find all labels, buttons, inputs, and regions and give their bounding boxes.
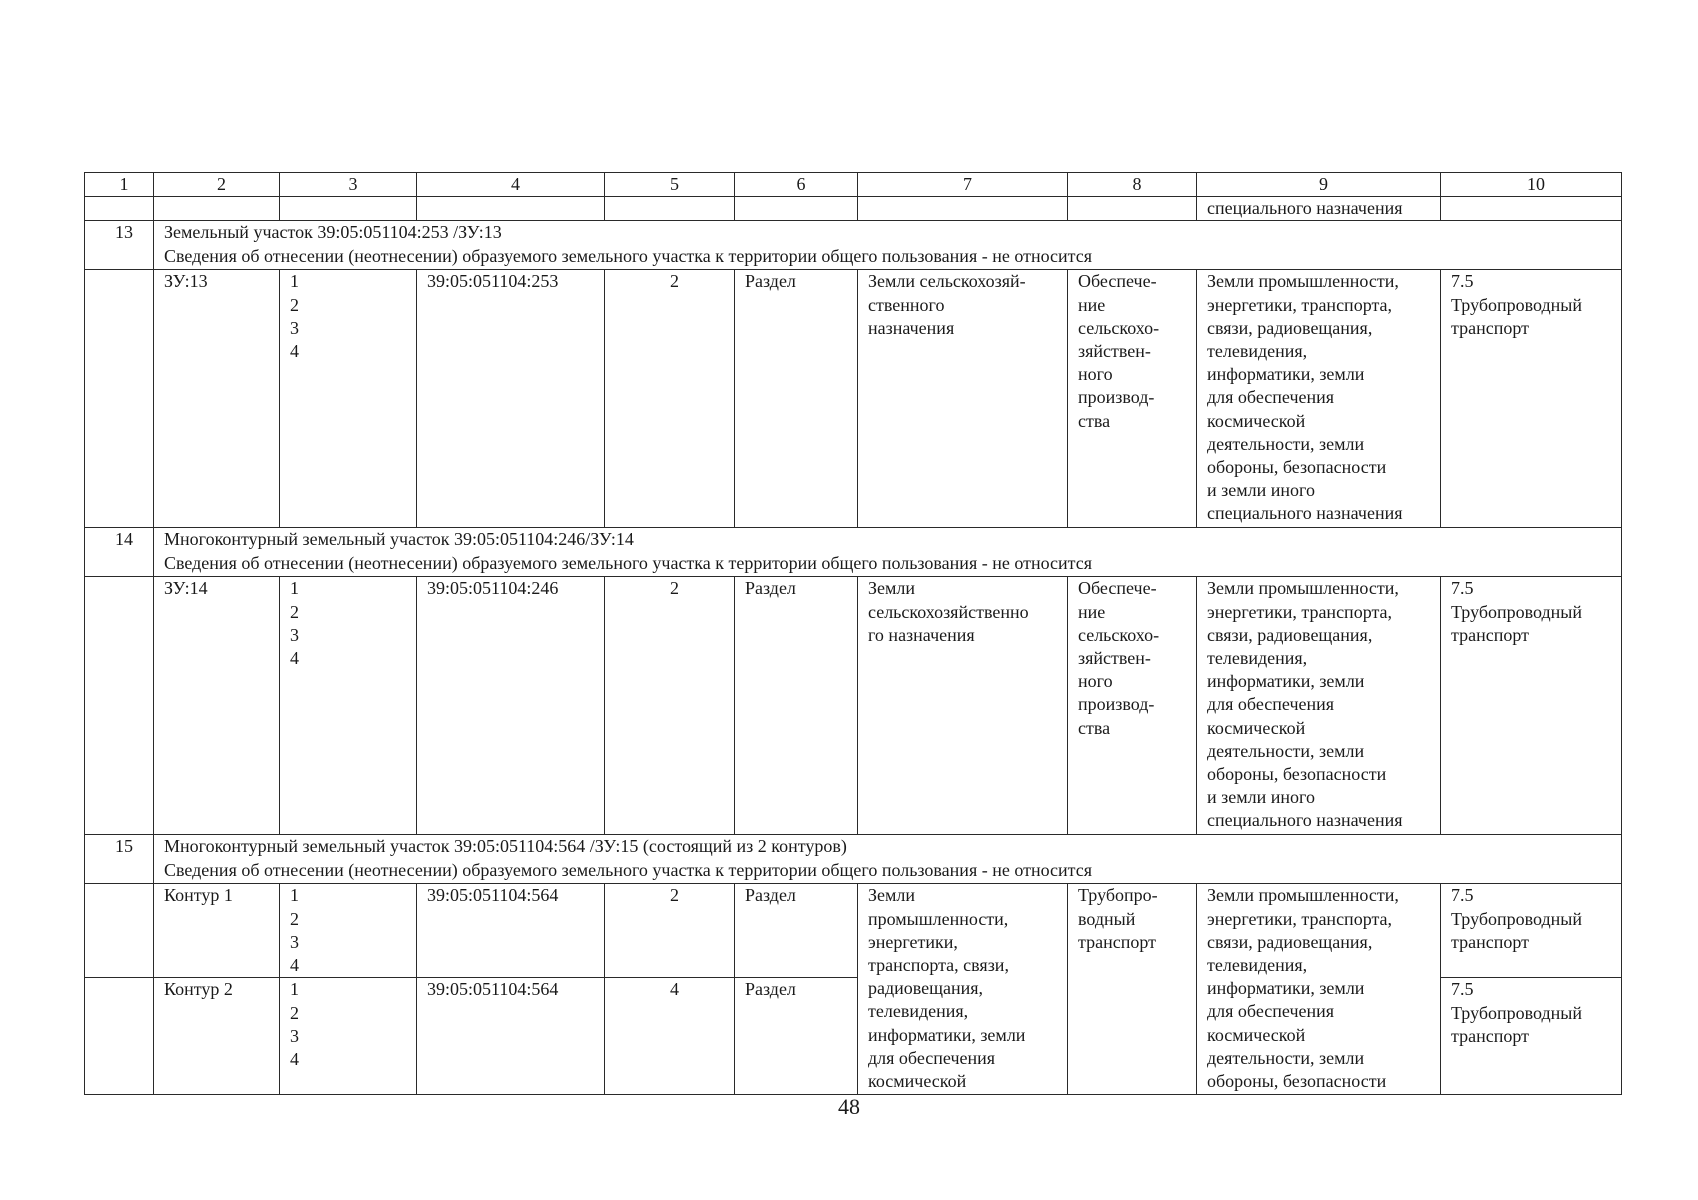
text-line: для обеспечения [1207, 694, 1335, 715]
page-number: 48 [838, 1094, 860, 1119]
text-line: назначения [868, 317, 955, 338]
col5-value: 2 [605, 884, 735, 978]
text-line: специального назначения [1207, 810, 1403, 831]
land-type [1197, 270, 1441, 528]
land-category [858, 270, 1068, 528]
text-line: ние [1078, 601, 1106, 622]
cadastral-number: 39:05:051104:564 [417, 884, 605, 978]
point-number: 4 [290, 648, 299, 669]
text-line: Земли промышленности, [1207, 885, 1399, 906]
land-plots-table [84, 172, 1622, 1095]
table-cell [1068, 197, 1197, 221]
text-line: ного [1078, 671, 1113, 692]
text-line: информатики, земли [868, 1024, 1026, 1045]
text-line: ние [1078, 294, 1106, 315]
text-line: 7.5 [1451, 885, 1474, 906]
text-line: информатики, земли [1207, 671, 1365, 692]
section-text [154, 835, 1622, 884]
text-line: Трубопроводный [1451, 601, 1583, 622]
land-type-cell: специального назначения [1197, 197, 1441, 221]
text-line: ства [1078, 410, 1111, 431]
text-line: информатики, земли [1207, 978, 1365, 999]
column-number-header [85, 173, 1622, 197]
contour-name: Контур 1 [154, 884, 280, 978]
point-number: 4 [290, 341, 299, 362]
text-line: транспорт [1451, 931, 1529, 952]
table-cell [85, 978, 154, 1095]
section-number: 14 [85, 528, 154, 577]
formation-method: Раздел [735, 577, 858, 835]
header-cell: 4 [417, 173, 605, 197]
points-list [280, 577, 417, 835]
text-line: радиовещания, [868, 978, 984, 999]
table-cell [858, 197, 1068, 221]
use-code [1441, 884, 1622, 978]
section-number: 15 [85, 835, 154, 884]
text-line: Земли промышленности, [1207, 271, 1399, 292]
text-line: и земли иного [1207, 480, 1315, 501]
point-number: 3 [290, 317, 299, 338]
text-line: специального назначения [1207, 503, 1403, 524]
text-line: энергетики, транспорта, [1207, 908, 1393, 929]
header-cell: 7 [858, 173, 1068, 197]
text-line: ственного [868, 294, 945, 315]
permitted-use [1068, 884, 1197, 1095]
land-type [1197, 884, 1441, 1095]
text-line: связи, радиовещания, [1207, 931, 1373, 952]
text-line: энергетики, транспорта, [1207, 294, 1393, 315]
header-cell: 2 [154, 173, 280, 197]
text-line: космической [1207, 1024, 1306, 1045]
cadastral-number: 39:05:051104:246 [417, 577, 605, 835]
text-line: промышленности, [868, 908, 1009, 929]
col5-value: 4 [605, 978, 735, 1095]
text-line: производ- [1078, 694, 1155, 715]
text-line: 7.5 [1451, 578, 1474, 599]
text-line: обороны, безопасности [1207, 457, 1387, 478]
text-line: сельскохо- [1078, 317, 1160, 338]
section-title: Многоконтурный земельный участок 39:05:051104:246/ЗУ:14 [164, 529, 634, 550]
section-info: Сведения об отнесении (неотнесении) образуемого земельного участка к территории общего пользования - не относится [164, 245, 1093, 266]
text-line: 7.5 [1451, 271, 1474, 292]
section-text [154, 221, 1622, 270]
section-14-data-row [85, 577, 1622, 835]
text-line: водный [1078, 908, 1136, 929]
text-line: связи, радиовещания, [1207, 317, 1373, 338]
text-line: телевидения, [1207, 955, 1308, 976]
text-line: зяйствен- [1078, 341, 1151, 362]
text-line: сельскохозяйственно [868, 601, 1029, 622]
point-number: 3 [290, 931, 299, 952]
point-number: 1 [290, 885, 299, 906]
text-line: для обеспечения [1207, 1001, 1335, 1022]
points-list [280, 884, 417, 978]
text-line: Трубопроводный [1451, 294, 1583, 315]
continuation-row [85, 197, 1622, 221]
header-cell: 1 [85, 173, 154, 197]
text-line: зяйствен- [1078, 648, 1151, 669]
text-line: для обеспечения [1207, 387, 1335, 408]
table-cell [735, 197, 858, 221]
text-line: производ- [1078, 387, 1155, 408]
text-line: деятельности, земли [1207, 740, 1365, 761]
table-cell [154, 197, 280, 221]
col5-value: 2 [605, 577, 735, 835]
section-13-data-row [85, 270, 1622, 528]
text-line: энергетики, [868, 931, 958, 952]
table-cell [85, 197, 154, 221]
point-number: 2 [290, 294, 299, 315]
plot-name: ЗУ:13 [154, 270, 280, 528]
table-cell [85, 577, 154, 835]
text-line: деятельности, земли [1207, 1047, 1365, 1068]
permitted-use [1068, 270, 1197, 528]
section-15-title-row [85, 835, 1622, 884]
points-list [280, 978, 417, 1095]
header-cell: 6 [735, 173, 858, 197]
section-13-title-row [85, 221, 1622, 270]
point-number: 2 [290, 601, 299, 622]
land-category [858, 577, 1068, 835]
plot-name: ЗУ:14 [154, 577, 280, 835]
text-line: связи, радиовещания, [1207, 624, 1373, 645]
cadastral-number: 39:05:051104:564 [417, 978, 605, 1095]
section-info: Сведения об отнесении (неотнесении) образуемого земельного участка к территории общего пользования - не относится [164, 859, 1093, 880]
use-code [1441, 577, 1622, 835]
land-category [858, 884, 1068, 1095]
point-number: 2 [290, 1002, 299, 1023]
point-number: 1 [290, 271, 299, 292]
use-code [1441, 978, 1622, 1095]
table-cell [417, 197, 605, 221]
text-line: сельскохо- [1078, 624, 1160, 645]
permitted-use [1068, 577, 1197, 835]
section-text [154, 528, 1622, 577]
section-14-title-row [85, 528, 1622, 577]
text-line: Трубопроводный [1451, 908, 1583, 929]
text-line: космической [1207, 717, 1306, 738]
text-line: Обеспече- [1078, 271, 1157, 292]
text-line: деятельности, земли [1207, 433, 1365, 454]
text-line: энергетики, транспорта, [1207, 601, 1393, 622]
text-line: телевидения, [1207, 648, 1308, 669]
text-line: Трубопро- [1078, 885, 1158, 906]
formation-method: Раздел [735, 884, 858, 978]
point-number: 1 [290, 979, 299, 1000]
land-type [1197, 577, 1441, 835]
contour-1-row [85, 884, 1622, 978]
formation-method: Раздел [735, 978, 858, 1095]
section-title: Земельный участок 39:05:051104:253 /ЗУ:13 [164, 222, 502, 243]
table-cell [85, 884, 154, 978]
header-cell: 8 [1068, 173, 1197, 197]
text-line: транспорт [1451, 624, 1529, 645]
formation-method: Раздел [735, 270, 858, 528]
use-code [1441, 270, 1622, 528]
text-line: телевидения, [868, 1001, 969, 1022]
section-title: Многоконтурный земельный участок 39:05:051104:564 /ЗУ:15 (состоящий из 2 контуров) [164, 836, 847, 857]
text-line: транспорт [1451, 317, 1529, 338]
text-line: транспорт [1078, 931, 1156, 952]
contour-name: Контур 2 [154, 978, 280, 1095]
point-number: 4 [290, 955, 299, 976]
points-list [280, 270, 417, 528]
text-line: Земли сельскохозяй- [868, 271, 1026, 292]
point-number: 3 [290, 624, 299, 645]
text-line: ного [1078, 364, 1113, 385]
header-cell: 5 [605, 173, 735, 197]
text-line: информатики, земли [1207, 364, 1365, 385]
text-line: Земли промышленности, [1207, 578, 1399, 599]
header-cell: 3 [280, 173, 417, 197]
header-cell: 10 [1441, 173, 1622, 197]
text-line: Земли [868, 885, 916, 906]
text-line: для обеспечения [868, 1047, 996, 1068]
section-number: 13 [85, 221, 154, 270]
table-cell [85, 270, 154, 528]
text-line: го назначения [868, 624, 975, 645]
text-line: обороны, безопасности [1207, 1071, 1387, 1092]
text-line: обороны, безопасности [1207, 764, 1387, 785]
point-number: 2 [290, 908, 299, 929]
text-line: космической [868, 1071, 967, 1092]
point-number: 1 [290, 578, 299, 599]
table-cell [1441, 197, 1622, 221]
table-cell [605, 197, 735, 221]
point-number: 3 [290, 1025, 299, 1046]
text-line: Трубопроводный [1451, 1002, 1583, 1023]
text-line: ства [1078, 717, 1111, 738]
text-line: телевидения, [1207, 341, 1308, 362]
text-line: Земли [868, 578, 916, 599]
text-line: и земли иного [1207, 787, 1315, 808]
col5-value: 2 [605, 270, 735, 528]
point-number: 4 [290, 1049, 299, 1070]
section-info: Сведения об отнесении (неотнесении) образуемого земельного участка к территории общего пользования - не относится [164, 552, 1093, 573]
text-line: 7.5 [1451, 979, 1474, 1000]
text-line: космической [1207, 410, 1306, 431]
header-cell: 9 [1197, 173, 1441, 197]
cadastral-number: 39:05:051104:253 [417, 270, 605, 528]
text-line: транспорта, связи, [868, 955, 1009, 976]
text-line: транспорт [1451, 1025, 1529, 1046]
text-line: Обеспече- [1078, 578, 1157, 599]
table-cell [280, 197, 417, 221]
